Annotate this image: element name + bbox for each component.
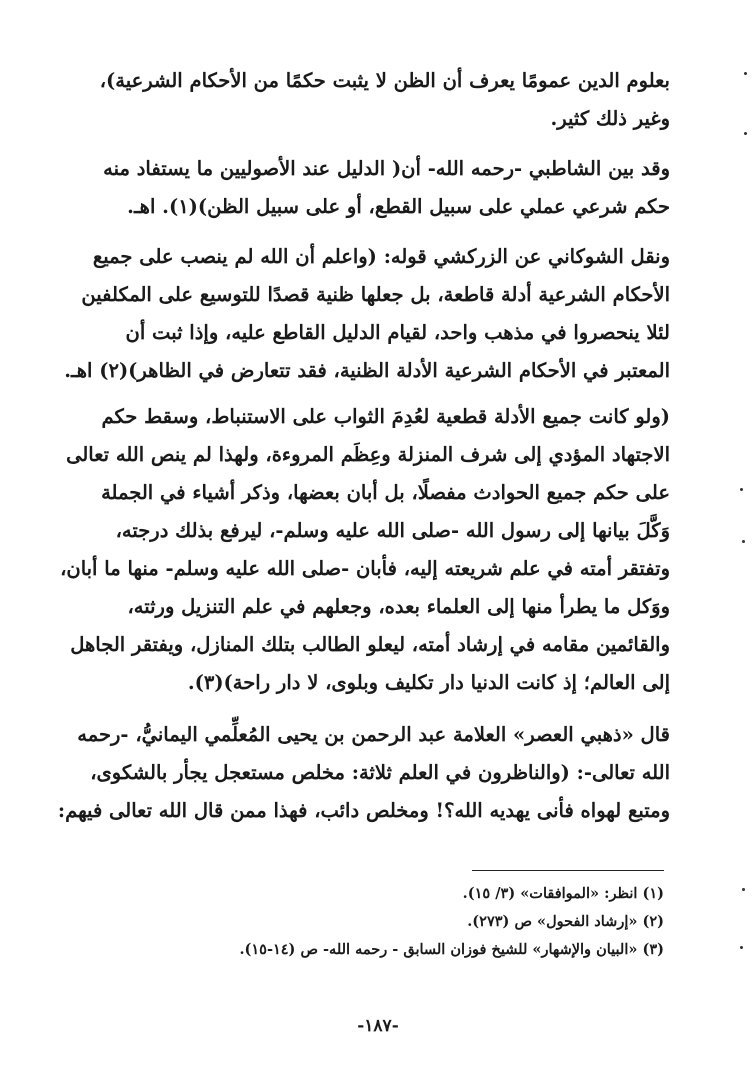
paragraph-2 [70, 150, 670, 226]
text-line: (ولو كانت جميع الأدلة قطعية لعُدِمَ الثواب على الاستنباط، وسقط حكم [101, 405, 670, 428]
scan-speck [740, 946, 743, 949]
text-line: وغير ذلك كثير. [550, 107, 670, 130]
text-line: بعلوم الدين عمومًا يعرف أن الظن لا يثبت حكمًا من الأحكام الشرعية)، [99, 69, 670, 92]
scan-speck [740, 488, 743, 491]
text-line: والقائمين مقامه في إرشاد أمته، ليعلو الطالب بتلك المنازل، ويفتقر الجاهل [70, 633, 670, 656]
scan-speck [742, 888, 745, 891]
scan-speck [744, 132, 747, 135]
footnote-2: (٢) «إرشاد الفحول» ص (٢٧٣). [467, 913, 664, 930]
text-line: على حكم جميع الحوادث مفصلًا، بل أبان بعضها، وذكر أشياء في الجملة [101, 481, 670, 504]
text-line: المعتبر في الأحكام الشرعية الأدلة الظنية، فقد تتعارض في الظاهر)(٢) اهـ. [64, 359, 670, 382]
text-line: لئلا ينحصروا في مذهب واحد، لقيام الدليل القاطع عليه، وإذا ثبت أن [125, 321, 670, 344]
text-line: ومتبع لهواه فأنى يهديه الله؟! ومخلص دائب، فهذا ممن قال الله تعالى فيهم: [57, 799, 670, 822]
footnote-1: (١) انظر: «الموافقات» (٣/ ١٥). [462, 885, 664, 902]
text-line: وَكَّلَ بيانها إلى رسول الله -صلى الله عليه وسلم-، ليرفع بذلك درجته، [115, 519, 670, 542]
text-line: الأحكام الشرعية أدلة قاطعة، بل جعلها ظنية قصدًا للتوسيع على المكلفين [81, 283, 670, 306]
paragraph-3 [64, 238, 670, 390]
text-line: ونقل الشوكاني عن الزركشي قوله: (واعلم أن الله لم ينصب على جميع [92, 245, 670, 268]
text-line: الاجتهاد المؤدي إلى شرف المنزلة وعِظَم المروءة، ولهذا لم ينص الله تعالى [66, 443, 670, 466]
text-line: وتفتقر أمته في علم شريعته إليه، فأبان -صلى الله عليه وسلم- منها ما أبان، [60, 557, 670, 580]
scan-speck [742, 540, 745, 543]
text-line: حكم شرعي عملي على سبيل القطع، أو على سبيل الظن)(١). اهـ. [127, 195, 670, 218]
scan-speck [744, 72, 747, 75]
paragraph-5 [57, 716, 670, 830]
text-line: الله تعالى-: (والناظرون في العلم ثلاثة: مخلص مستعجل يجأر بالشكوى، [90, 761, 670, 784]
text-line: إلى العالم؛ إذ كانت الدنيا دار تكليف وبلوى، لا دار راحة)(٣). [187, 671, 670, 694]
paragraph-1 [70, 62, 670, 138]
text-line: قال «ذهبي العصر» العلامة عبد الرحمن بن يحيى المُعلِّمي اليمانيُّ، -رحمه [77, 723, 670, 746]
page-number: -١٨٧- [357, 1016, 399, 1036]
text-line: وقد بين الشاطبي -رحمه الله- أن( الدليل عند الأصوليين ما يستفاد منه [103, 157, 670, 180]
paragraph-4 [60, 398, 670, 702]
text-line: ووَكل ما يطرأ منها إلى العلماء بعده، وجعلهم في علم التنزيل ورثته، [127, 595, 670, 618]
footnote-3: (٣) «البيان والإشهار» للشيخ فوزان السابق - رحمه الله- ص (١٤-١٥). [239, 941, 664, 958]
footnote-separator [472, 870, 664, 871]
